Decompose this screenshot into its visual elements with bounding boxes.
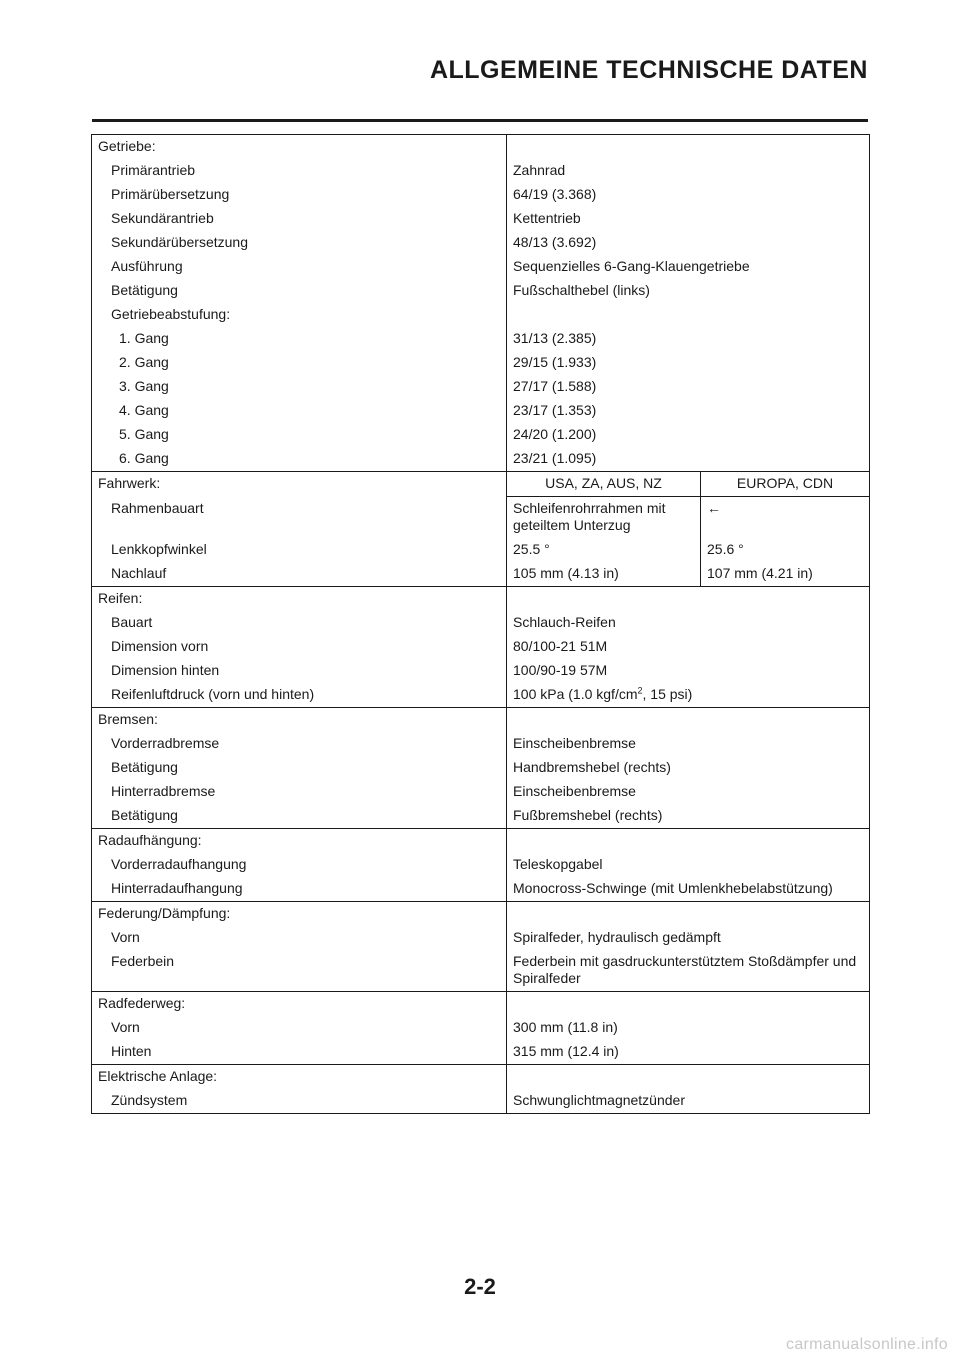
gear-ratio: 27/17 (1.588)	[507, 375, 870, 399]
table-row	[92, 497, 870, 539]
spec-label: Betätigung	[92, 756, 507, 780]
table-row	[92, 635, 870, 659]
spec-label: Sekundärübersetzung	[92, 231, 507, 255]
gear-label: 6. Gang	[92, 447, 507, 472]
gear-ratio: 23/17 (1.353)	[507, 399, 870, 423]
page-title: ALLGEMEINE TECHNISCHE DATEN	[429, 56, 868, 84]
table-row	[92, 351, 870, 375]
spec-label: Bauart	[92, 611, 507, 635]
table-row	[92, 659, 870, 683]
spec-value: Sequenzielles 6-Gang-Klauengetriebe	[507, 255, 870, 279]
table-row	[92, 375, 870, 399]
gear-ratio: 23/21 (1.095)	[507, 447, 870, 472]
section-bremsen-heading	[92, 708, 870, 733]
spec-label: Primärantrieb	[92, 159, 507, 183]
spec-value: 100/90-19 57M	[507, 659, 870, 683]
spec-label: Lenkkopfwinkel	[92, 538, 507, 562]
section-heading: Reifen:	[92, 587, 507, 612]
spec-value: 315 mm (12.4 in)	[507, 1040, 870, 1065]
spec-label: Reifenluftdruck (vorn und hinten)	[92, 683, 507, 708]
column-header-europa: EUROPA, CDN	[701, 472, 870, 497]
table-row	[92, 1016, 870, 1040]
table-row	[92, 877, 870, 902]
table-row	[92, 562, 870, 587]
gear-label: 3. Gang	[92, 375, 507, 399]
table-row	[92, 950, 870, 992]
spec-label: Hinterradaufhangung	[92, 877, 507, 902]
section-heading: Federung/Dämpfung:	[92, 902, 507, 927]
spec-value: Schwunglichtmagnetzünder	[507, 1089, 870, 1114]
section-getriebe-heading	[92, 135, 870, 160]
table-row	[92, 780, 870, 804]
table-row	[92, 1040, 870, 1065]
section-heading: Bremsen:	[92, 708, 507, 733]
table-row	[92, 423, 870, 447]
gear-ratio: 31/13 (2.385)	[507, 327, 870, 351]
spec-label: Sekundärantrieb	[92, 207, 507, 231]
spec-label: Dimension vorn	[92, 635, 507, 659]
same-as-left-arrow-icon: ←	[701, 497, 870, 539]
table-row	[92, 683, 870, 708]
spec-label: Vorderradaufhangung	[92, 853, 507, 877]
watermark: carmanualsonline.info	[786, 1336, 948, 1353]
spec-label: Hinterradbremse	[92, 780, 507, 804]
spec-value: Handbremshebel (rechts)	[507, 756, 870, 780]
spec-value: 80/100-21 51M	[507, 635, 870, 659]
spec-value: Teleskopgabel	[507, 853, 870, 877]
gear-label: 4. Gang	[92, 399, 507, 423]
section-radfederweg-heading	[92, 992, 870, 1017]
spec-value: Fußschalthebel (links)	[507, 279, 870, 303]
gear-label: 1. Gang	[92, 327, 507, 351]
table-row	[92, 1089, 870, 1114]
section-federung-heading	[92, 902, 870, 927]
spec-value: 300 mm (11.8 in)	[507, 1016, 870, 1040]
spec-value: 105 mm (4.13 in)	[507, 562, 701, 587]
spec-value: 107 mm (4.21 in)	[701, 562, 870, 587]
table-row	[92, 279, 870, 303]
spec-label: Vorderradbremse	[92, 732, 507, 756]
table-row	[92, 926, 870, 950]
spec-label: Vorn	[92, 926, 507, 950]
spec-value: Einscheibenbremse	[507, 732, 870, 756]
gear-label: 5. Gang	[92, 423, 507, 447]
table-row	[92, 447, 870, 472]
table-row	[92, 611, 870, 635]
table-row	[92, 207, 870, 231]
table-row	[92, 853, 870, 877]
spec-value: Zahnrad	[507, 159, 870, 183]
section-heading: Getriebe:	[92, 135, 507, 160]
spec-value: 48/13 (3.692)	[507, 231, 870, 255]
table-row	[92, 159, 870, 183]
gear-ratio: 29/15 (1.933)	[507, 351, 870, 375]
spec-value: 25.5 °	[507, 538, 701, 562]
table-row	[92, 183, 870, 207]
table-row	[92, 756, 870, 780]
section-elektrik-heading	[92, 1065, 870, 1090]
spec-label: Ausführung	[92, 255, 507, 279]
spec-label: Vorn	[92, 1016, 507, 1040]
spec-value: Kettentrieb	[507, 207, 870, 231]
spec-sub-heading: Getriebeabstufung:	[92, 303, 507, 327]
table-row	[92, 255, 870, 279]
spec-label: Betätigung	[92, 804, 507, 829]
spec-value: 25.6 °	[701, 538, 870, 562]
section-heading: Fahrwerk:	[92, 472, 507, 497]
spec-value: Schlauch-Reifen	[507, 611, 870, 635]
spec-label: Dimension hinten	[92, 659, 507, 683]
spec-value: Monocross-Schwinge (mit Umlenkhebelabstützung)	[507, 877, 870, 902]
section-heading: Radfederweg:	[92, 992, 507, 1017]
section-radaufhaengung-heading	[92, 829, 870, 854]
page-number: 2-2	[464, 1274, 496, 1299]
table-row	[92, 538, 870, 562]
spec-table	[91, 134, 870, 1114]
spec-value: Fußbremshebel (rechts)	[507, 804, 870, 829]
section-heading: Elektrische Anlage:	[92, 1065, 507, 1090]
table-row	[92, 732, 870, 756]
table-row	[92, 327, 870, 351]
spec-label: Primärübersetzung	[92, 183, 507, 207]
spec-value: Spiralfeder, hydraulisch gedämpft	[507, 926, 870, 950]
section-fahrwerk-heading	[92, 472, 870, 497]
spec-value: 64/19 (3.368)	[507, 183, 870, 207]
table-row	[92, 303, 870, 327]
spec-label: Hinten	[92, 1040, 507, 1065]
spec-label: Betätigung	[92, 279, 507, 303]
gear-label: 2. Gang	[92, 351, 507, 375]
spec-value: Einscheibenbremse	[507, 780, 870, 804]
table-row	[92, 399, 870, 423]
column-header-usa: USA, ZA, AUS, NZ	[507, 472, 701, 497]
spec-label: Federbein	[92, 950, 507, 992]
spec-label: Zündsystem	[92, 1089, 507, 1114]
spec-label: Nachlauf	[92, 562, 507, 587]
section-reifen-heading	[92, 587, 870, 612]
spec-value: Schleifenrohrrahmen mit geteiltem Unterzug	[507, 497, 701, 539]
table-row	[92, 231, 870, 255]
spec-value: 100 kPa (1.0 kgf/$cm^2$, 15 psi)	[507, 683, 870, 708]
spec-value: Federbein mit gasdruckunterstütztem Stoßdämpfer und Spiralfeder	[507, 950, 870, 992]
table-row	[92, 804, 870, 829]
gear-ratio: 24/20 (1.200)	[507, 423, 870, 447]
header-rule	[92, 119, 868, 122]
spec-label: Rahmenbauart	[92, 497, 507, 539]
section-heading: Radaufhängung:	[92, 829, 507, 854]
